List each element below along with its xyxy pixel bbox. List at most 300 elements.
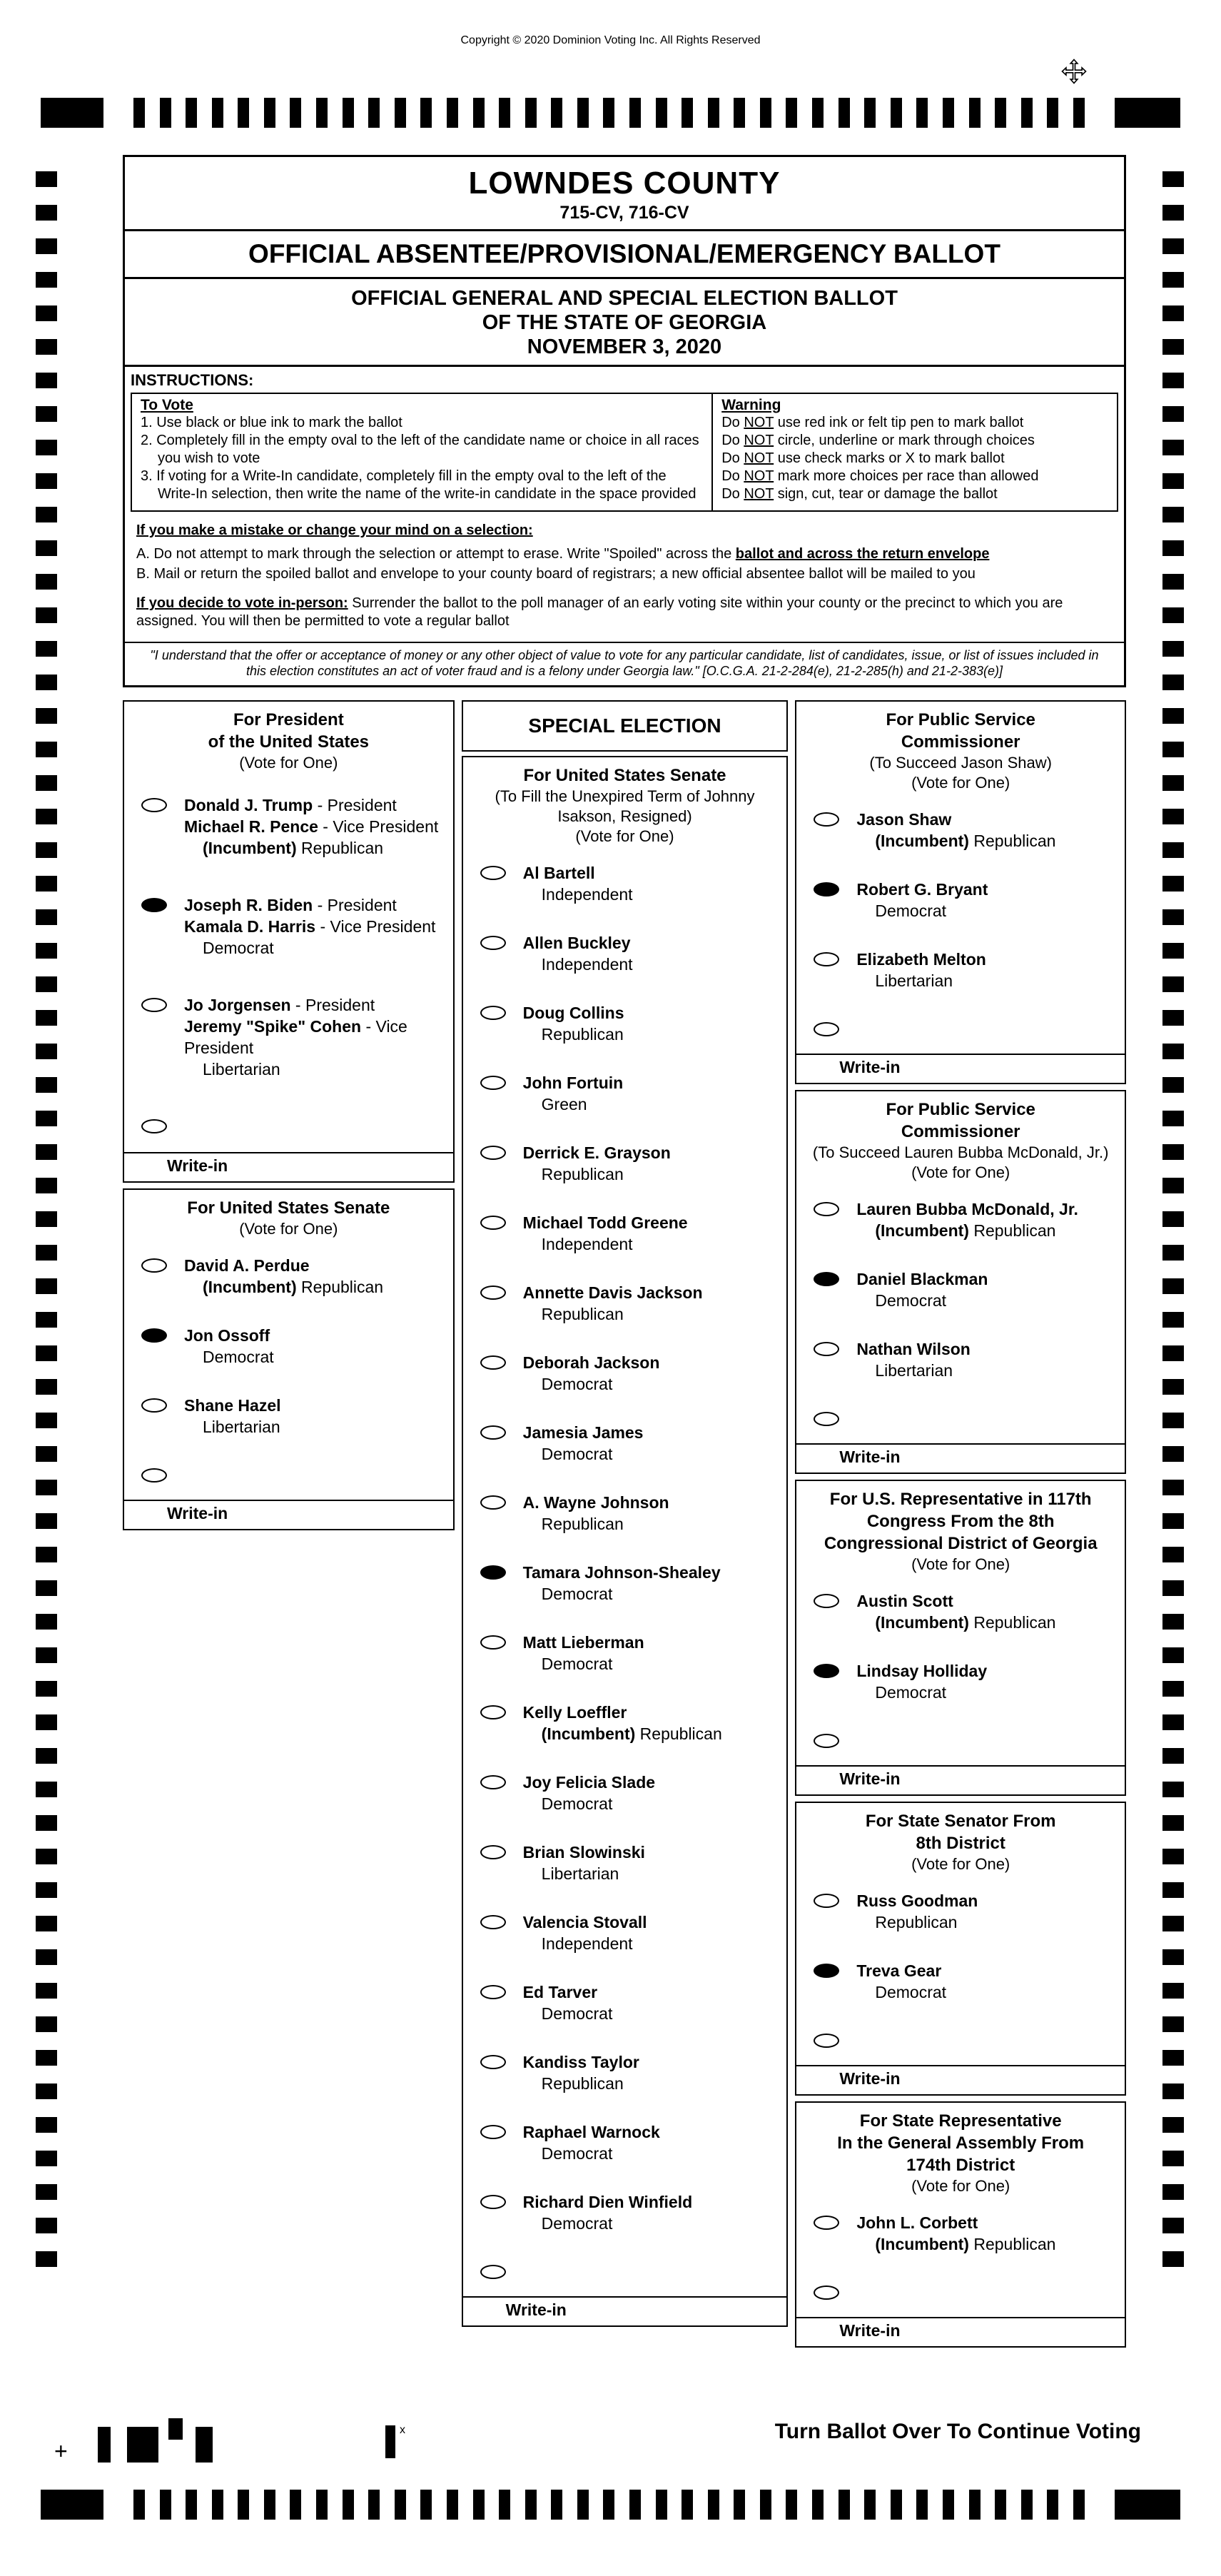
- candidate-line: [856, 1660, 987, 1682]
- candidate-name-bold: Jon Ossoff: [184, 1326, 270, 1345]
- timing-bar: [995, 98, 1006, 128]
- selection-oval[interactable]: [480, 936, 506, 950]
- candidate-text: [856, 949, 986, 991]
- write-in-oval[interactable]: [814, 2285, 839, 2300]
- candidate-name-bold: Jeremy "Spike" Cohen: [184, 1017, 362, 1036]
- timing-square: [36, 1748, 57, 1764]
- timing-bar: [864, 98, 876, 128]
- selection-oval[interactable]: [814, 1894, 839, 1908]
- write-in-oval[interactable]: [814, 1022, 839, 1036]
- timing-square: [1162, 1245, 1184, 1261]
- candidate-detail: Democrat: [541, 2144, 613, 2163]
- timing-square: [1162, 1010, 1184, 1026]
- timing-square: [36, 1345, 57, 1361]
- candidate-line: [523, 1981, 613, 2003]
- timing-square: [1162, 775, 1184, 791]
- candidate-row: [463, 851, 787, 921]
- selection-oval[interactable]: [480, 2055, 506, 2069]
- timing-bar: [786, 98, 797, 128]
- timing-square: [1162, 305, 1184, 321]
- selection-oval[interactable]: [480, 1006, 506, 1020]
- warning-box: [713, 394, 1117, 510]
- timing-bar: [212, 98, 223, 128]
- candidate-line: [856, 1890, 978, 1911]
- timing-square: [36, 943, 57, 959]
- timing-square: [1162, 1278, 1184, 1294]
- instructions-boxes: [131, 393, 1118, 512]
- warning-not: NOT: [744, 415, 774, 430]
- candidate-row: [796, 867, 1125, 937]
- candidate-line: [856, 1338, 971, 1360]
- warning-text: Do: [721, 450, 744, 466]
- candidate-line: [856, 1981, 946, 2003]
- candidate-line: [523, 1911, 647, 1933]
- timing-square: [36, 775, 57, 791]
- timing-square: [36, 1614, 57, 1630]
- candidate-line: [523, 932, 633, 954]
- write-in-oval[interactable]: [814, 2034, 839, 2048]
- to-vote-title: To Vote: [141, 397, 193, 413]
- write-in-oval[interactable]: [141, 1468, 167, 1483]
- write-in-area[interactable]: [463, 2296, 787, 2325]
- candidate-line: [523, 1933, 647, 1954]
- ballot-column-2: [462, 700, 789, 2333]
- candidate-name-bold: (Incumbent): [203, 1278, 297, 1296]
- contest-subtitle-line: (Vote for One): [911, 774, 1010, 792]
- candidate-row: [796, 1579, 1125, 1649]
- timing-square: [1162, 1714, 1184, 1730]
- selection-oval[interactable]: [814, 2216, 839, 2230]
- write-in-label: Write-in: [839, 2321, 901, 2340]
- candidate-text: [523, 2051, 639, 2094]
- contest-header: [796, 2103, 1125, 2201]
- timing-marks-bottom: [41, 2490, 1180, 2520]
- timing-square: [1162, 675, 1184, 690]
- candidate-line: [184, 816, 438, 837]
- timing-square: [36, 406, 57, 422]
- selection-oval[interactable]: [480, 1425, 506, 1440]
- write-in-area[interactable]: [796, 2065, 1125, 2094]
- candidate-detail: - President: [313, 796, 397, 814]
- candidate-line: [856, 2233, 1055, 2255]
- candidate-detail: Libertarian: [203, 1060, 280, 1079]
- candidate-row: [463, 1900, 787, 1970]
- timing-bar: [812, 98, 824, 128]
- candidate-text: [523, 1352, 660, 1395]
- timing-square: [1162, 1413, 1184, 1428]
- special-election-banner: [462, 700, 789, 752]
- candidate-line: [184, 1059, 453, 1080]
- candidate-line: [856, 830, 1055, 852]
- timing-square: [36, 1882, 57, 1898]
- candidate-detail: Independent: [541, 1235, 633, 1253]
- contest: [123, 1188, 455, 1530]
- timing-bar: [447, 98, 458, 128]
- timing-square: [36, 473, 57, 489]
- candidate-name-bold: Valencia Stovall: [522, 1913, 647, 1931]
- timing-square: [36, 238, 57, 254]
- selection-oval[interactable]: [480, 1495, 506, 1510]
- candidate-detail: - Vice President: [184, 1017, 407, 1057]
- contest-title-line: Congressional District of Georgia: [824, 1534, 1098, 1553]
- timing-bar: [995, 2490, 1006, 2520]
- turn-ballot-over-text: Turn Ballot Over To Continue Voting: [774, 2420, 1141, 2443]
- selection-oval[interactable]: [480, 1076, 506, 1090]
- timing-bar: [499, 2490, 510, 2520]
- to-vote-item-1: 1. Use black or blue ink to mark the ballot: [141, 415, 402, 430]
- timing-square: [1162, 574, 1184, 590]
- move-crosshair-icon: [1061, 59, 1087, 84]
- selection-oval[interactable]: [814, 1594, 839, 1608]
- print-mark-bar: [168, 2418, 183, 2440]
- to-vote-item-2: 2. Completely fill in the empty oval to the left of the candidate name or choice in all races you wish to vote: [141, 433, 699, 466]
- timing-square: [36, 876, 57, 892]
- timing-square: [36, 1144, 57, 1160]
- timing-square: [36, 1446, 57, 1462]
- candidate-line: [523, 2073, 639, 2094]
- registration-cross: +: [54, 2438, 68, 2464]
- candidate-name-bold: Matt Lieberman: [522, 1633, 644, 1652]
- candidate-name-bold: Joy Felicia Slade: [522, 1773, 656, 1792]
- timing-bar: [603, 2490, 614, 2520]
- candidate-name-bold: Richard Dien Winfield: [522, 2193, 693, 2211]
- selection-oval[interactable]: [480, 1286, 506, 1300]
- candidate-line: [184, 1016, 453, 1059]
- candidate-text: [523, 1212, 688, 1255]
- candidate-row: [463, 1970, 787, 2040]
- timing-square: [36, 1480, 57, 1495]
- candidate-text: [856, 1590, 1055, 1633]
- candidate-line: [523, 1233, 688, 1255]
- selection-oval[interactable]: [141, 1398, 167, 1413]
- timing-square: [36, 1413, 57, 1428]
- timing-square: [1162, 1178, 1184, 1193]
- selection-oval[interactable]: [480, 1146, 506, 1160]
- candidate-text: [523, 1142, 671, 1185]
- contest: [795, 1480, 1126, 1796]
- write-in-label: Write-in: [167, 1156, 228, 1175]
- candidate-line: [523, 2191, 692, 2213]
- timing-square: [36, 2016, 57, 2032]
- timing-square: [36, 373, 57, 388]
- timing-square: [1162, 1480, 1184, 1495]
- timing-square: [36, 171, 57, 187]
- write-in-oval[interactable]: [480, 2265, 506, 2279]
- timing-square: [36, 1077, 57, 1093]
- timing-bar: [316, 2490, 328, 2520]
- candidate-line: [523, 2121, 660, 2143]
- candidate-text: [523, 2191, 692, 2234]
- selection-oval-filled[interactable]: [814, 882, 839, 896]
- candidate-line: [523, 1443, 644, 1465]
- selection-oval-filled[interactable]: [141, 1328, 167, 1343]
- timing-square: [36, 574, 57, 590]
- contest-subtitle-line: (Vote for One): [911, 1163, 1010, 1181]
- timing-square: [36, 2117, 57, 2133]
- candidate-text: [523, 862, 633, 905]
- candidate-detail: Republican: [541, 1165, 624, 1183]
- candidate-name-bold: John L. Corbett: [856, 2213, 978, 2232]
- timing-square: [36, 641, 57, 657]
- timing-bar: [1073, 2490, 1085, 2520]
- candidate-row: [463, 1620, 787, 1690]
- warning-text: Do: [721, 433, 744, 448]
- write-in-area[interactable]: [124, 1500, 453, 1529]
- contest: [795, 1802, 1126, 2096]
- candidate-text: [184, 1255, 383, 1298]
- selection-oval-filled[interactable]: [814, 1664, 839, 1678]
- candidate-row: [463, 1550, 787, 1620]
- candidate-row: [124, 1383, 453, 1453]
- timing-marks-right: [1162, 171, 1184, 2267]
- selection-oval[interactable]: [480, 1845, 506, 1859]
- candidate-name-bold: Michael R. Pence: [184, 817, 318, 836]
- timing-square: [1162, 2218, 1184, 2233]
- candidate-text: [523, 1772, 655, 1814]
- selection-oval-filled[interactable]: [814, 1272, 839, 1286]
- candidate-name-bold: Brian Slowinski: [522, 1843, 645, 1862]
- selection-oval-filled[interactable]: [480, 1565, 506, 1580]
- candidate-text: [184, 894, 435, 959]
- candidate-line: [184, 1416, 281, 1438]
- timing-square: [36, 507, 57, 522]
- timing-block-right: [1115, 2490, 1180, 2520]
- timing-bar: [420, 98, 432, 128]
- selection-oval[interactable]: [814, 1202, 839, 1216]
- candidate-row: [463, 1760, 787, 1830]
- candidate-line: [856, 900, 988, 921]
- candidate-name-bold: Doug Collins: [522, 1004, 624, 1022]
- timing-square: [36, 1681, 57, 1697]
- election-title-line3: NOVEMBER 3, 2020: [527, 335, 722, 358]
- candidate-name-bold: (Incumbent): [875, 832, 969, 850]
- candidate-name-bold: Shane Hazel: [184, 1396, 281, 1415]
- timing-bar: [264, 98, 275, 128]
- candidate-row: [796, 1187, 1125, 1257]
- contest-title-line: Congress From the 8th: [866, 1512, 1055, 1531]
- write-in-oval[interactable]: [141, 1119, 167, 1133]
- write-in-area[interactable]: [796, 1443, 1125, 1473]
- selection-oval[interactable]: [814, 812, 839, 827]
- selection-oval[interactable]: [141, 798, 167, 812]
- timing-bar: [212, 2490, 223, 2520]
- contest-header: [796, 1803, 1125, 1879]
- candidate-detail: Democrat: [541, 2004, 613, 2023]
- warning-item-4: [721, 468, 1108, 485]
- timing-bar: [551, 98, 562, 128]
- candidate-detail: Republican: [541, 1305, 624, 1323]
- timing-bar: [916, 2490, 928, 2520]
- warning-text: use red ink or felt tip pen to mark ballot: [774, 415, 1024, 430]
- timing-square: [36, 909, 57, 925]
- timing-bar: [656, 98, 667, 128]
- candidate-line: [523, 1373, 660, 1395]
- timing-square: [36, 2218, 57, 2233]
- timing-bar: [343, 98, 354, 128]
- write-in-label: Write-in: [505, 2300, 567, 2319]
- timing-bars-bottom: [133, 2490, 1085, 2520]
- selection-oval[interactable]: [141, 998, 167, 1012]
- timing-square: [1162, 1312, 1184, 1328]
- timing-bar: [551, 2490, 562, 2520]
- write-in-candidate-row: [796, 1397, 1125, 1443]
- candidate-row: [463, 1340, 787, 1410]
- timing-bar: [891, 2490, 902, 2520]
- instructions-label: INSTRUCTIONS:: [131, 371, 254, 389]
- selection-oval-filled[interactable]: [814, 1964, 839, 1978]
- selection-oval[interactable]: [480, 1985, 506, 1999]
- write-in-area[interactable]: [796, 1765, 1125, 1794]
- candidate-text: [523, 1981, 613, 2024]
- timing-square: [1162, 2184, 1184, 2200]
- candidate-line: [856, 809, 1055, 830]
- timing-bar: [760, 98, 771, 128]
- write-in-area[interactable]: [796, 2317, 1125, 2346]
- timing-bar: [916, 98, 928, 128]
- county-header: [125, 157, 1124, 231]
- timing-square: [1162, 1983, 1184, 1999]
- contest-header: [124, 1190, 453, 1243]
- write-in-candidate-row: [463, 2250, 787, 2296]
- contest-header: [796, 1091, 1125, 1187]
- selection-oval[interactable]: [480, 1705, 506, 1719]
- write-in-label: Write-in: [839, 2069, 901, 2088]
- warning-text: sign, cut, tear or damage the ballot: [774, 486, 998, 502]
- write-in-area[interactable]: [796, 1054, 1125, 1083]
- candidate-name-bold: Joseph R. Biden: [184, 896, 313, 914]
- candidate-name-bold: Ed Tarver: [522, 1983, 598, 2001]
- selection-oval[interactable]: [480, 1775, 506, 1789]
- candidate-detail: Democrat: [875, 1983, 947, 2001]
- candidate-text: [523, 1842, 645, 1884]
- write-in-candidate-row: [796, 2019, 1125, 2065]
- candidate-line: [523, 1282, 703, 1303]
- timing-bar: [290, 98, 301, 128]
- candidate-text: [856, 2212, 1055, 2255]
- candidate-line: [856, 1911, 978, 1933]
- candidate-name-bold: Robert G. Bryant: [856, 880, 988, 899]
- mistake-a-emphasis: ballot and across the return envelope: [735, 546, 990, 562]
- candidate-name-bold: (Incumbent): [875, 1221, 969, 1240]
- candidate-row: [124, 1313, 453, 1383]
- candidate-name-bold: Donald J. Trump: [184, 796, 313, 814]
- candidate-line: [523, 1072, 624, 1093]
- timing-bar: [969, 2490, 981, 2520]
- candidate-text: [184, 1395, 281, 1438]
- candidate-line: [523, 884, 633, 905]
- contest: [795, 2101, 1126, 2348]
- contest-title-line: For State Representative: [859, 2111, 1062, 2131]
- write-in-candidate-row: [124, 1453, 453, 1500]
- timing-bar: [238, 98, 249, 128]
- candidate-text: [523, 1911, 647, 1954]
- ballot-header: [123, 155, 1126, 687]
- selection-oval-filled[interactable]: [141, 898, 167, 912]
- write-in-candidate-row: [796, 2271, 1125, 2317]
- timing-square: [1162, 1949, 1184, 1965]
- candidate-text: [523, 1072, 624, 1115]
- selection-oval[interactable]: [814, 952, 839, 966]
- candidate-line: [523, 1093, 624, 1115]
- timing-square: [1162, 1379, 1184, 1395]
- candidate-name-bold: Allen Buckley: [522, 934, 631, 952]
- timing-bar: [656, 2490, 667, 2520]
- candidate-name-bold: (Incumbent): [203, 839, 297, 857]
- write-in-label: Write-in: [839, 1448, 901, 1466]
- selection-oval[interactable]: [141, 1258, 167, 1273]
- candidate-line: [856, 2212, 1055, 2233]
- in-person-section: [136, 595, 1113, 630]
- timing-square: [36, 440, 57, 455]
- candidate-text: [856, 1268, 988, 1311]
- warning-item-1: [721, 414, 1108, 432]
- candidate-detail: Republican: [541, 1515, 624, 1533]
- contest-title-line: For United States Senate: [523, 766, 726, 785]
- candidate-row: [463, 2110, 787, 2180]
- candidate-line: [523, 1212, 688, 1233]
- timing-square: [36, 205, 57, 221]
- write-in-oval[interactable]: [814, 1734, 839, 1748]
- copyright-text: Copyright © 2020 Dominion Voting Inc. All Rights Reserved: [460, 34, 761, 46]
- candidate-name-bold: David A. Perdue: [184, 1256, 310, 1275]
- selection-oval[interactable]: [480, 1216, 506, 1230]
- special-election-title: SPECIAL ELECTION: [528, 714, 721, 737]
- contest: [123, 700, 455, 1183]
- selection-oval[interactable]: [480, 2125, 506, 2139]
- contest-subtitle-line: (Vote for One): [911, 1855, 1010, 1873]
- candidate-name-bold: Jo Jorgensen: [184, 996, 291, 1014]
- selection-oval[interactable]: [480, 2195, 506, 2209]
- timing-square: [36, 1714, 57, 1730]
- timing-square: [36, 1513, 57, 1529]
- timing-bar: [786, 2490, 797, 2520]
- candidate-row: [463, 2180, 787, 2250]
- candidate-detail: Democrat: [875, 1291, 947, 1310]
- candidate-row: [124, 977, 453, 1098]
- selection-oval[interactable]: [480, 1355, 506, 1370]
- timing-block-left: [41, 98, 103, 128]
- timing-square: [1162, 1144, 1184, 1160]
- candidate-detail: Independent: [541, 885, 633, 904]
- candidate-detail: Democrat: [203, 1348, 274, 1366]
- candidate-line: [523, 954, 633, 975]
- candidate-name-bold: Jamesia James: [522, 1423, 644, 1442]
- timing-bar: [316, 98, 328, 128]
- candidate-line: [856, 1290, 988, 1311]
- timing-bar: [577, 2490, 589, 2520]
- timing-square: [36, 2083, 57, 2099]
- selection-oval[interactable]: [480, 1635, 506, 1650]
- candidate-detail: Democrat: [203, 939, 274, 957]
- selection-oval[interactable]: [480, 866, 506, 880]
- timing-bar: [447, 2490, 458, 2520]
- write-in-area[interactable]: [124, 1152, 453, 1181]
- selection-oval[interactable]: [814, 1342, 839, 1356]
- timing-square: [1162, 1580, 1184, 1596]
- candidate-row: [463, 1131, 787, 1201]
- candidate-row: [463, 1271, 787, 1340]
- election-title-line2: OF THE STATE OF GEORGIA: [482, 311, 767, 334]
- write-in-oval[interactable]: [814, 1412, 839, 1426]
- candidate-name-bold: Kandiss Taylor: [522, 2053, 639, 2071]
- timing-square: [1162, 1681, 1184, 1697]
- timing-bar: [839, 2490, 850, 2520]
- timing-square: [1162, 1916, 1184, 1931]
- warning-text: use check marks or X to mark ballot: [774, 450, 1005, 466]
- contest-header: [796, 702, 1125, 797]
- timing-square: [1162, 2083, 1184, 2099]
- selection-oval[interactable]: [480, 1915, 506, 1929]
